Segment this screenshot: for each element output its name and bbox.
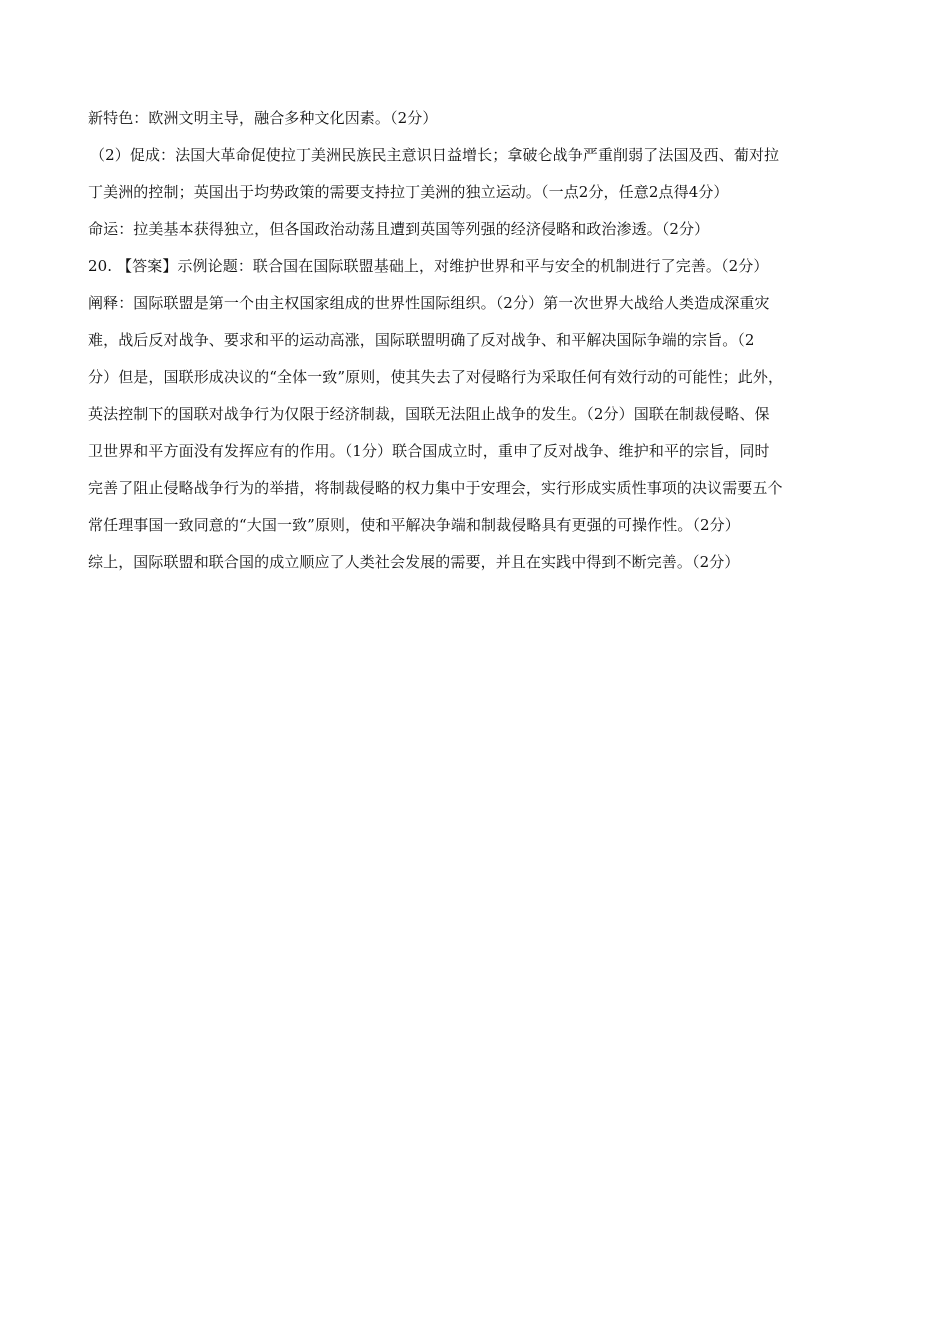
text-line-explanation-1: 阐释：国际联盟是第一个由主权国家组成的世界性国际组织。（2分）第一次世界大战给人类造成深重灾 xyxy=(88,294,770,312)
text-line-explanation-6: 完善了阻止侵略战争行为的举措，将制裁侵略的权力集中于安理会，实行形成实质性事项的决议需要五个 xyxy=(88,479,783,497)
text-line-explanation-4: 英法控制下的国联对战争行为仅限于经济制裁，国联无法阻止战争的发生。（2分）国联在制裁侵略、保 xyxy=(88,405,770,423)
text-line-conclusion: 综上，国际联盟和联合国的成立顺应了人类社会发展的需要，并且在实践中得到不断完善。（2分） xyxy=(88,553,740,571)
text-line-fate: 命运：拉美基本获得独立，但各国政治动荡且遭到英国等列强的经济侵略和政治渗透。（2分） xyxy=(88,220,710,238)
text-line-new-features: 新特色：欧洲文明主导，融合多种文化因素。（2分） xyxy=(88,109,438,127)
text-line-part2-causes: （2）促成：法国大革命促使拉丁美洲民族民主意识日益增长；拿破仑战争严重削弱了法国及西、葡对拉 xyxy=(90,146,780,164)
answer-text-block xyxy=(88,100,878,581)
text-line-part2-causes-cont: 丁美洲的控制；英国出于均势政策的需要支持拉丁美洲的独立运动。（一点2分，任意2点得4分） xyxy=(88,183,729,201)
text-line-explanation-3: 分）但是，国联形成决议的“全体一致”原则，使其失去了对侵略行为采取任何有效行动的可能性；此外， xyxy=(88,368,784,386)
text-line-q20-answer: 20. 【答案】示例论题：联合国在国际联盟基础上，对维护世界和平与安全的机制进行了完善。（2分） xyxy=(88,257,769,275)
text-line-explanation-7: 常任理事国一致同意的“大国一致”原则，使和平解决争端和制裁侵略具有更强的可操作性。（2分） xyxy=(88,516,740,534)
text-line-explanation-2: 难，战后反对战争、要求和平的运动高涨，国际联盟明确了反对战争、和平解决国际争端的宗旨。（2 xyxy=(88,331,755,349)
text-line-explanation-5: 卫世界和平方面没有发挥应有的作用。（1分）联合国成立时，重申了反对战争、维护和平的宗旨，同时 xyxy=(88,442,770,460)
